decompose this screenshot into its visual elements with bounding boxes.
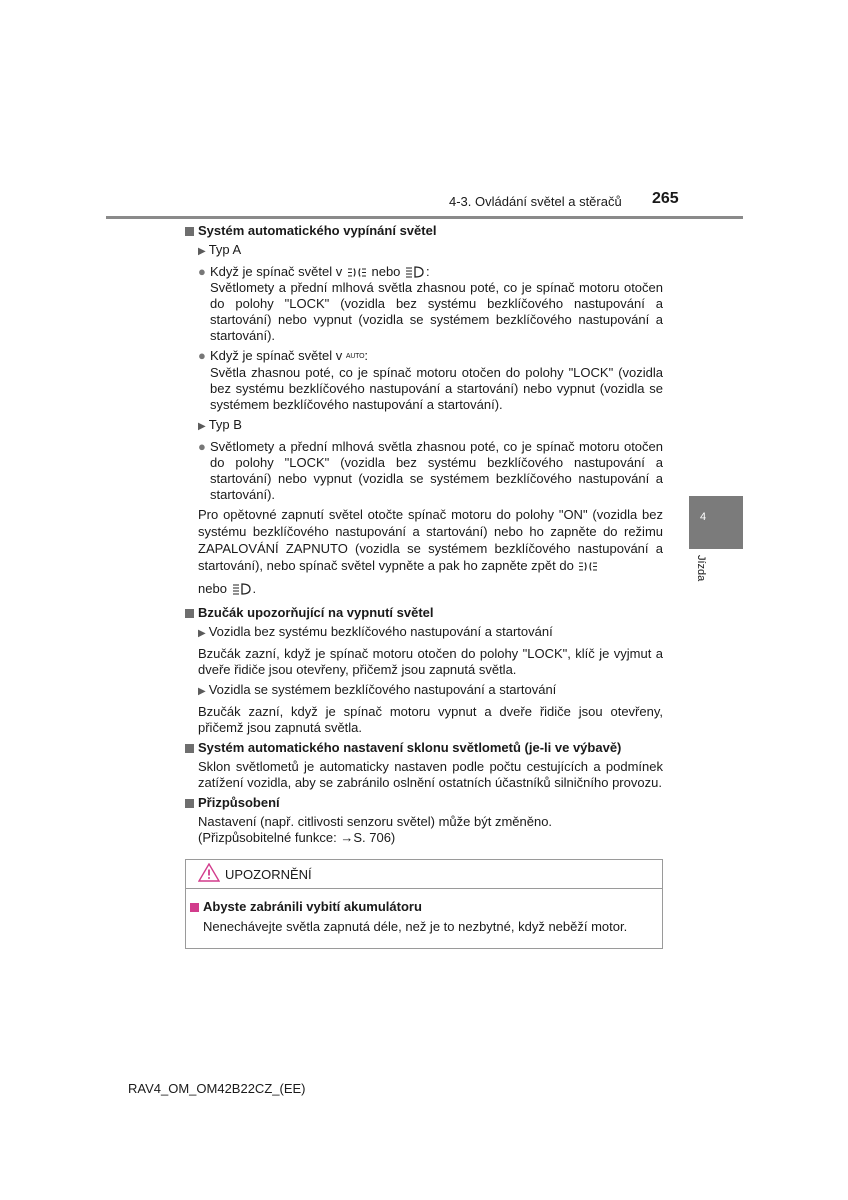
paragraph-customization: Nastavení (např. citlivosti senzoru světel) může být změněno. bbox=[198, 814, 553, 829]
caution-text: Nenechávejte světla zapnutá déle, než je to nezbytné, když neběží motor. bbox=[203, 919, 628, 934]
caution-label: UPOZORNĚNÍ bbox=[225, 866, 312, 882]
chapter-tab bbox=[689, 496, 743, 549]
section-square-icon bbox=[185, 744, 194, 753]
round-bullet-icon: ● bbox=[198, 264, 206, 279]
paragraph-leveling: Sklon světlometů je automaticky nastaven podle počtu cestujících a podmínek zatížení vozidla, aby se zabránilo oslnění ostatních účastníků silničního provozu. bbox=[198, 759, 663, 790]
headlight-icon bbox=[232, 583, 252, 595]
auto-symbol: AUTO bbox=[345, 353, 365, 360]
triangle-bullet-icon: ▶ bbox=[198, 628, 206, 639]
paragraph-buzzer-1: Bzučák zazní, když je spínač motoru otočen do polohy "LOCK", klíč je vyjmut a dveře řidiče jsou otevřeny, přičemž jsou zapnutá světla. bbox=[198, 646, 663, 677]
page-number: 265 bbox=[652, 190, 679, 207]
section-square-icon bbox=[185, 609, 194, 618]
list-item-b1 bbox=[185, 439, 663, 503]
document-code: RAV4_OM_OM42B22CZ_(EE) bbox=[128, 1081, 306, 1096]
triangle-bullet-icon: ▶ bbox=[198, 421, 206, 432]
subheading-type-a: ▶ Typ A bbox=[185, 242, 663, 260]
section-title: 4-3. Ovládání světel a stěračů bbox=[449, 194, 622, 209]
section-square-icon bbox=[185, 799, 194, 808]
caution-header bbox=[186, 860, 662, 889]
section-square-icon bbox=[190, 903, 199, 912]
list-item-a1: ● Když je spínač světel v nebo : Světlomety a přední mlhová světla zhasnou poté, co je spínač motoru otočen do polohy "LOCK" (vozidla bez systému bezklíčového nastupování a startování) nebo vypnut (vozidla se systémem bezklíčového nastupování a startování). bbox=[198, 264, 663, 343]
triangle-bullet-icon: ▶ bbox=[198, 246, 206, 257]
list-item-a2: ● Když je spínač světel v AUTO: Světla zhasnou poté, co je spínač motoru otočen do polohy "LOCK" (vozidla bez systému bezklíčového nastupování a startování) nebo vypnut (vozidla se systémem bezklíčového nastupování a startování). bbox=[198, 348, 663, 412]
caution-body bbox=[186, 889, 662, 935]
heading-customization: Přizpůsobení bbox=[185, 795, 663, 811]
headlight-icon bbox=[405, 266, 425, 278]
heading-leveling: Systém automatického nastavení sklonu světlometů (je-li ve výbavě) bbox=[185, 740, 663, 756]
paragraph-a2: Světla zhasnou poté, co je spínač motoru otočen do polohy "LOCK" (vozidla bez systému bezklíčového nastupování a startování) nebo vypnut (vozidla se systémem bezklíčového nastupování a startování). bbox=[210, 365, 663, 412]
round-bullet-icon: ● bbox=[198, 439, 206, 454]
parking-light-icon bbox=[347, 267, 367, 278]
heading-buzzer: Bzučák upozorňující na vypnutí světel bbox=[185, 605, 663, 621]
round-bullet-icon: ● bbox=[198, 348, 206, 363]
section-square-icon bbox=[185, 227, 194, 236]
customization-reference: (Přizpůsobitelné funkce: →S. 706) bbox=[198, 830, 396, 845]
chapter-tab-label: Jízda bbox=[695, 555, 707, 582]
header-rule bbox=[106, 216, 743, 219]
subheading-with-smart-key: ▶ Vozidla se systémem bezklíčového nastupování a startování bbox=[185, 682, 663, 700]
subheading-without-smart-key: ▶ Vozidla bez systému bezklíčového nastupování a startování bbox=[185, 624, 663, 642]
paragraph-a1: Světlomety a přední mlhová světla zhasnou poté, co je spínač motoru otočen do polohy "LOCK" (vozidla bez systému bezklíčového nastupování a startování) nebo vypnut (vozidla se systémem bezklíčového nastupování a startování). bbox=[210, 280, 663, 343]
warning-triangle-icon bbox=[198, 863, 225, 885]
restore-paragraph: Pro opětovné zapnutí světel otočte spínač motoru do polohy "ON" (vozidla bez systému bezklíčového nastupování a startování) nebo ho zapněte do režimu ZAPALOVÁNÍ ZAPNUTO (vozidla se systémem bezklíčového nastupování a startování), nebo spínač světel vypněte a pak ho zapněte zpět do nebo . bbox=[198, 507, 663, 596]
caution-box bbox=[185, 859, 663, 949]
parking-light-icon bbox=[578, 561, 598, 572]
paragraph-buzzer-2: Bzučák zazní, když je spínač motoru vypnut a dveře řidiče jsou otevřeny, přičemž jsou zapnutá světla. bbox=[198, 704, 663, 735]
main-content bbox=[185, 223, 663, 846]
paragraph-b1: Světlomety a přední mlhová světla zhasnou poté, co je spínač motoru otočen do polohy "LOCK" (vozidla bez systému bezklíčového nastupování a startování) nebo vypnut (vozidla se systémem bezklíčového nastupování a startování). bbox=[210, 439, 663, 502]
chapter-tab-number: 4 bbox=[700, 511, 707, 523]
triangle-bullet-icon: ▶ bbox=[198, 686, 206, 697]
caution-title: Abyste zabránili vybití akumulátoru bbox=[190, 899, 662, 915]
subheading-type-b: ▶ Typ B bbox=[185, 417, 663, 435]
heading-auto-off: Systém automatického vypínání světel bbox=[185, 223, 663, 239]
